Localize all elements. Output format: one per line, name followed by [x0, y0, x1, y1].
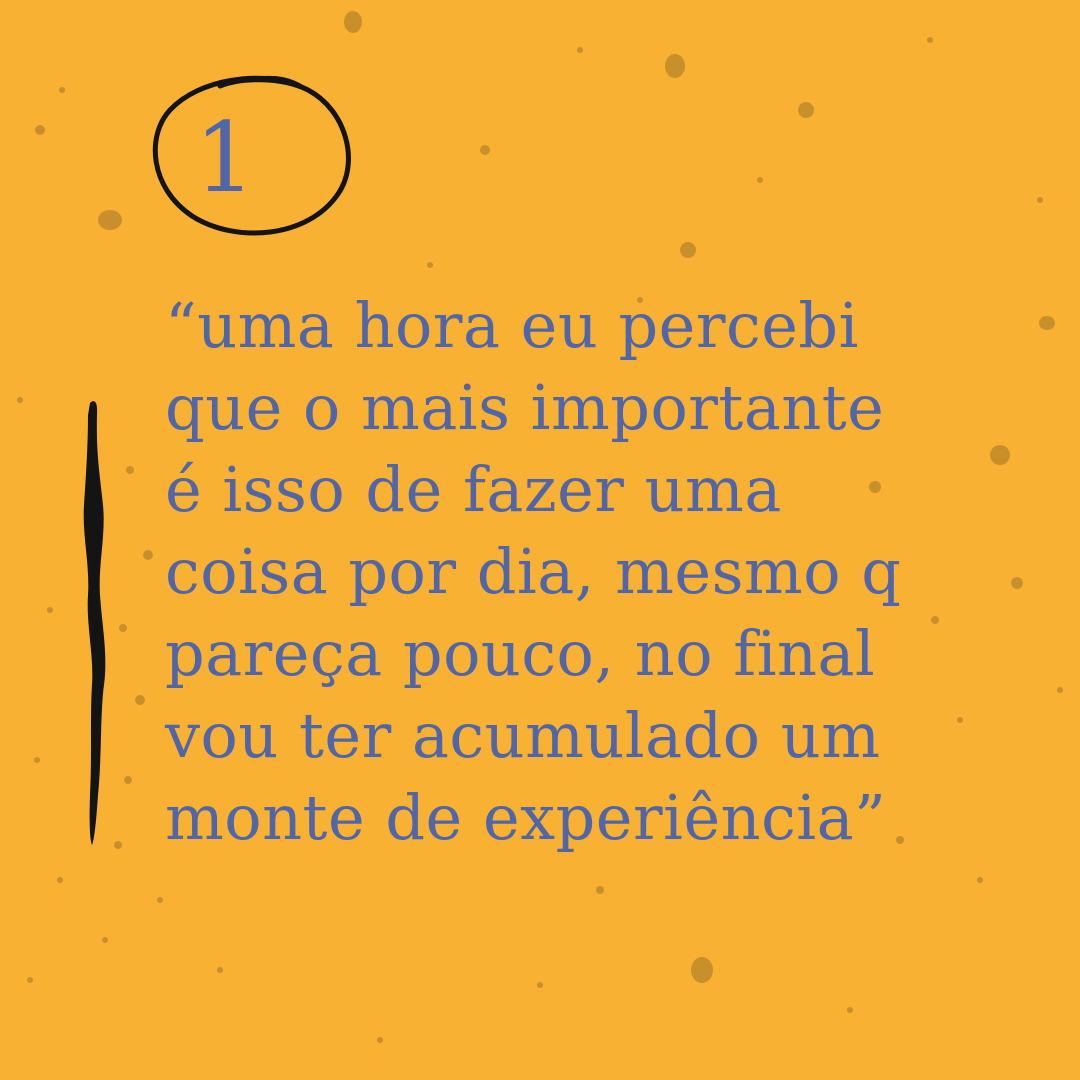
quote-line-7: monte de experiência”: [165, 781, 887, 854]
number-badge: [140, 70, 360, 250]
quote-line-6: vou ter acumulado um: [165, 699, 881, 772]
quote-line-5: pareça pouco, no final: [165, 617, 876, 690]
quote-line-1: “uma hora eu percebi: [165, 289, 859, 362]
brush-stroke-icon: [70, 395, 120, 855]
step-number: 1: [194, 102, 256, 214]
quote-line-3: é isso de fazer uma: [165, 453, 782, 526]
quote-line-4: coisa por dia, mesmo q: [165, 535, 902, 608]
quote-line-2: que o mais importante: [165, 371, 885, 444]
quote-text: [165, 285, 1025, 859]
